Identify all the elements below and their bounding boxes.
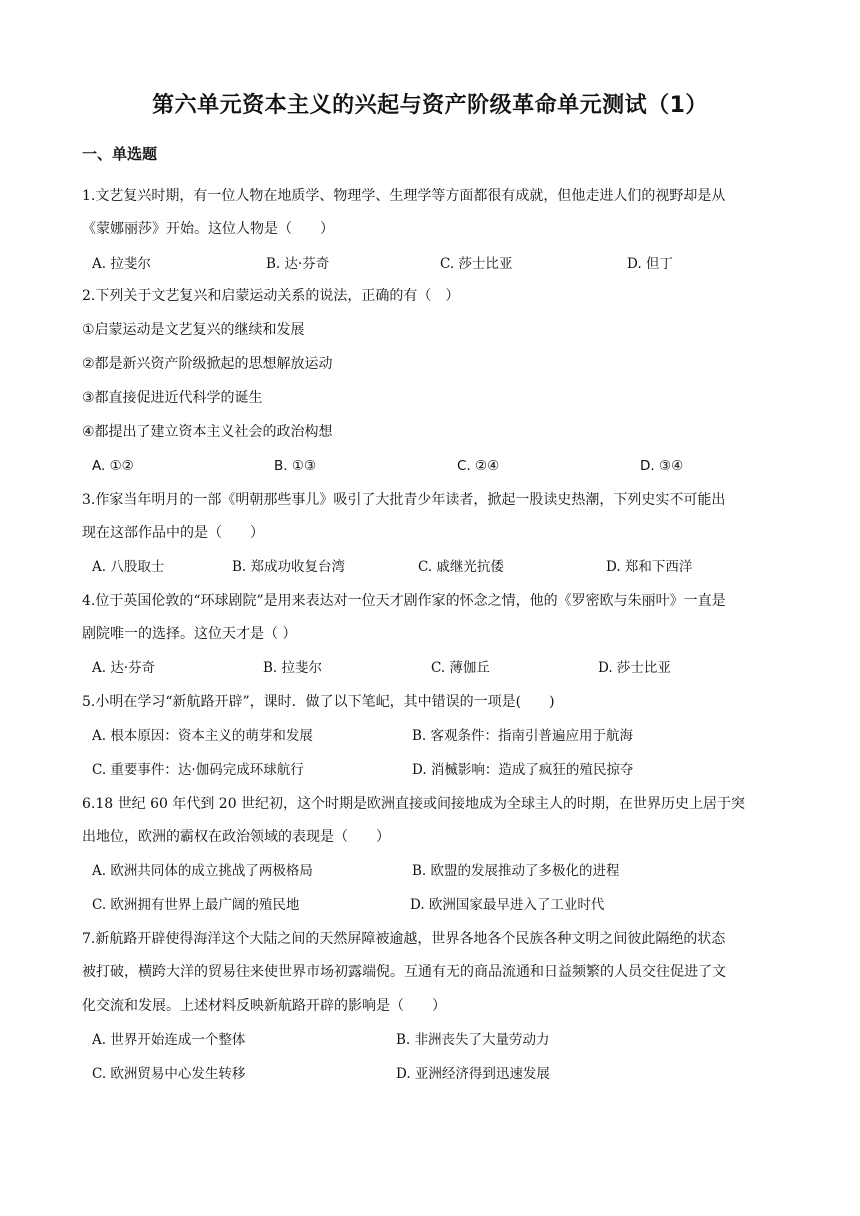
question-6-option-b: B. 欧盟的发展推动了多极化的进程: [412, 863, 620, 879]
question-5-option-a: A. 根本原因：资本主义的萌芽和发展: [92, 728, 313, 744]
question-7-option-c: C. 欧洲贸易中心发生转移: [92, 1066, 246, 1082]
question-1-option-d: D. 但丁: [627, 256, 673, 272]
question-1-option-a: A. 拉斐尔: [92, 256, 151, 272]
question-4-option-c: C. 薄伽丘: [431, 660, 490, 676]
document-title: 第六单元资本主义的兴起与资产阶级革命单元测试（1）: [152, 93, 708, 118]
question-4-line-2: 剧院唯一的选择。这位天才是（ ）: [82, 626, 297, 642]
question-7-line-2: 被打破，横跨大洋的贸易往来使世界市场初露端倪。互通有无的商品流通和日益频繁的人员交往促进了文: [82, 964, 726, 980]
question-4-option-a: A. 达·芬奇: [92, 660, 156, 676]
section-heading: 一、单选题: [82, 145, 158, 163]
question-5-option-c: C. 重要事件：达·伽码完成环球航行: [92, 762, 304, 778]
question-7-option-d: D. 亚洲经济得到迅速发展: [396, 1066, 550, 1082]
question-2-option-a: A. ①②: [92, 458, 134, 474]
question-5-option-b: B. 客观条件：指南引普遍应用于航海: [412, 728, 634, 744]
question-3-option-c: C. 戚继光抗倭: [418, 559, 504, 575]
question-1-line-2: 《蒙娜丽莎》开始。这位人物是（ ）: [82, 221, 334, 237]
question-5-option-d: D. 消楲影响：造成了疯狂的殖民掠夺: [412, 762, 634, 778]
question-7-line-3: 化交流和发展。上述材料反映新航路开辟的影响是（ ）: [82, 998, 446, 1014]
question-2-option-d: D. ③④: [640, 458, 684, 474]
question-7-line-1: 7.新航路开辟使得海洋这个大陆之间的天然屏障被逾越，世界各地各个民族各种文明之间彼此隔绝的状态: [82, 931, 726, 947]
question-4-option-b: B. 拉斐尔: [263, 660, 323, 676]
question-2-option-b: B. ①③: [274, 458, 317, 474]
question-7-option-a: A. 世界开始连成一个整体: [92, 1032, 246, 1048]
question-3-line-1: 3.作家当年明月的一部《明朝那些事儿》吸引了大批青少年读者，掀起一股读史热潮，下列史实不可能出: [82, 492, 726, 508]
question-6-line-2: 出地位，欧洲的霸权在政治领域的表现是（ ）: [82, 829, 390, 845]
question-4-line-1: 4.位于英国伦敦的“环球剧院”是用来表达对一位天才剧作家的怀念之情，他的《罗密欧与朱丽叶》一直是: [82, 593, 726, 609]
question-2-statement-3: ③都直接促进近代科学的诞生: [82, 390, 263, 406]
question-2-statement-4: ④都提出了建立资本主义社会的政治构想: [82, 424, 333, 440]
question-4-option-d: D. 莎士比亚: [598, 660, 671, 676]
question-2-line-1: 2.下列关于文艺复兴和启蒙运动关系的说法，正确的有（ ）: [82, 288, 460, 304]
question-6-line-1: 6.18 世纪 60 年代到 20 世纪初，这个时期是欧洲直接或间接地成为全球主人的时期，在世界历史上居于突: [82, 796, 746, 812]
question-1-option-c: C. 莎士比亚: [440, 256, 513, 272]
question-6-option-d: D. 欧洲国家最早进入了工业时代: [410, 897, 605, 913]
question-6-option-a: A. 欧洲共同体的成立挑战了两极格局: [92, 863, 313, 879]
question-5-line-1: 5.小明在学习“新航路开辟”，课时．做了以下笔屺，其中错误的一项是( ): [82, 694, 555, 710]
question-6-option-c: C. 欧洲拥有世界上最广阔的殖民地: [92, 897, 300, 913]
question-2-statement-2: ②都是新兴资产阶级掀起的思想解放运动: [82, 356, 333, 372]
question-1-line-1: 1.文艺复兴时期，有一位人物在地质学、物理学、生理学等方面都很有成就，但他走进人们的视野却是从: [82, 188, 726, 204]
question-1-option-b: B. 达·芬奇: [266, 256, 330, 272]
question-3-option-d: D. 郑和下西洋: [606, 559, 693, 575]
question-3-option-a: A. 八股取士: [92, 559, 165, 575]
question-7-option-b: B. 非洲丧失了大量劳动力: [396, 1032, 550, 1048]
question-2-statement-1: ①启蒙运动是文艺复兴的继续和发展: [82, 322, 305, 338]
question-2-option-c: C. ②④: [457, 458, 500, 474]
question-3-option-b: B. 郑成功收复台湾: [232, 559, 346, 575]
question-3-line-2: 现在这部作品中的是（ ）: [82, 525, 264, 541]
